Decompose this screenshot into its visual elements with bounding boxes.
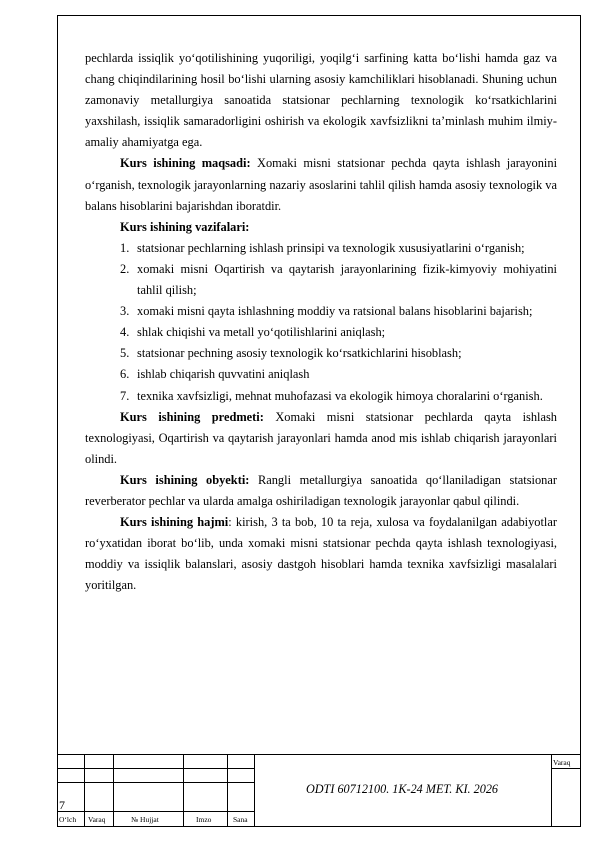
- list-item: [85, 343, 557, 364]
- list-item-text: xomaki misni qayta ishlashning moddiy va ratsional balans hisoblarini bajarish;: [137, 304, 533, 319]
- list-item: [85, 322, 557, 343]
- col-hujjat-label: № Hujjat: [131, 815, 159, 824]
- sheet-label: Varaq: [553, 758, 571, 767]
- intro-paragraph: pechlarda issiqlik yo‘qotilishining yuqoriligi, yoqilg‘i sarfining katta bo‘lishi hamda gaz va chang chiqindilarining hosil bo‘lishi ularning asosiy kamchiliklari hisoblanadi. Shuning uchun zamonaviy metallurgiya sanoatida statsionar pechlarning texnologik ko‘rsatkichlarini yaxshilash, issiqlik samaradorligini oshirish va ekologik xavfsizlikni ta’minlash muhim ilmiy-amaliy ahamiyatga ega.: [85, 51, 557, 150]
- col-varaq-label: Varaq: [88, 815, 106, 824]
- aim-paragraph: [85, 153, 557, 216]
- list-item: [85, 386, 557, 407]
- object-label: Kurs ishining obyekti:: [120, 472, 250, 487]
- tasks-title: Kurs ishining vazifalari:: [120, 219, 250, 234]
- list-item-text: statsionar pechning asosiy texnologik ko‘rsatkichlarini hisoblash;: [137, 346, 462, 361]
- tasks-list: [85, 238, 557, 407]
- col-olch-label: O‘lch: [59, 815, 77, 824]
- list-item: [85, 259, 557, 301]
- page-content: [85, 48, 557, 596]
- list-item: [85, 238, 557, 259]
- list-item: [85, 364, 557, 385]
- scope-text: : kirish, 3 ta bob, 10 ta reja, xulosa va foydalanilgan adabiyotlar ro‘yxatidan iborat bo‘lib, unda xomaki misni statsionar pechda qayta ishlash texnologiyasi, moddiy va issiqlik balanslari, asosiy dastgoh hisoblari hamda texnika xavfsizligi masalalari yoritilgan.: [85, 515, 558, 593]
- list-item-text: ishlab chiqarish quvvatini aniqlash: [137, 367, 310, 382]
- list-item-number: 4.: [120, 325, 130, 340]
- list-item-text: texnika xavfsizligi, mehnat muhofazasi va ekologik himoya choralarini o‘rganish.: [137, 388, 543, 403]
- col-imzo-label: Imzo: [196, 815, 212, 824]
- list-item-number: 7.: [120, 388, 130, 403]
- title-block: [57, 754, 581, 827]
- list-item-text: xomaki misni Oqartirish va qaytarish jarayonlarining fizik-kimyoviy mohiyatini tahlil qilish;: [137, 261, 557, 298]
- document-code: ODTI 60712100. 1K-24 MET. KI. 2026: [305, 782, 499, 796]
- list-item: [85, 301, 557, 322]
- subject-text: Xomaki misni statsionar pechlarda qayta ishlash texnologiyasi, Oqartirish va qaytarish jarayonlari hamda anod mis ishlab chiqarish jarayonlari olindi.: [85, 409, 558, 466]
- list-item-number: 6.: [120, 367, 130, 382]
- list-item-number: 3.: [120, 304, 130, 319]
- list-item-text: statsionar pechlarning ishlash prinsipi va texnologik xususiyatlarini o‘rganish;: [137, 240, 525, 255]
- list-item-number: 2.: [120, 261, 130, 276]
- aim-label: Kurs ishining maqsadi:: [120, 156, 251, 171]
- subject-label: Kurs ishining predmeti:: [120, 409, 264, 424]
- list-item-number: 1.: [120, 240, 130, 255]
- list-item-number: 5.: [120, 346, 130, 361]
- list-item-text: shlak chiqishi va metall yo‘qotilishlarini aniqlash;: [137, 325, 386, 340]
- scope-paragraph: [85, 512, 557, 596]
- scope-label: Kurs ishining hajmi: [120, 515, 229, 530]
- object-paragraph: [85, 470, 557, 512]
- object-text: Rangli metallurgiya sanoatida qo‘llaniladigan statsionar reverberator pechlar va ularda amalga oshiriladigan texnologik jarayonlar qabul qilindi.: [85, 472, 557, 508]
- subject-paragraph: [85, 407, 557, 470]
- page-number: 7: [59, 798, 65, 812]
- col-sana-label: Sana: [233, 815, 248, 824]
- aim-text: Xomaki misni statsionar pechda qayta ishlash jarayonini o‘rganish, texnologik jarayonlarning nazariy asoslarini tahlil qilish hamda asosiy texnologik va balans hisoblarini bajarishdan iboratdir.: [85, 156, 558, 213]
